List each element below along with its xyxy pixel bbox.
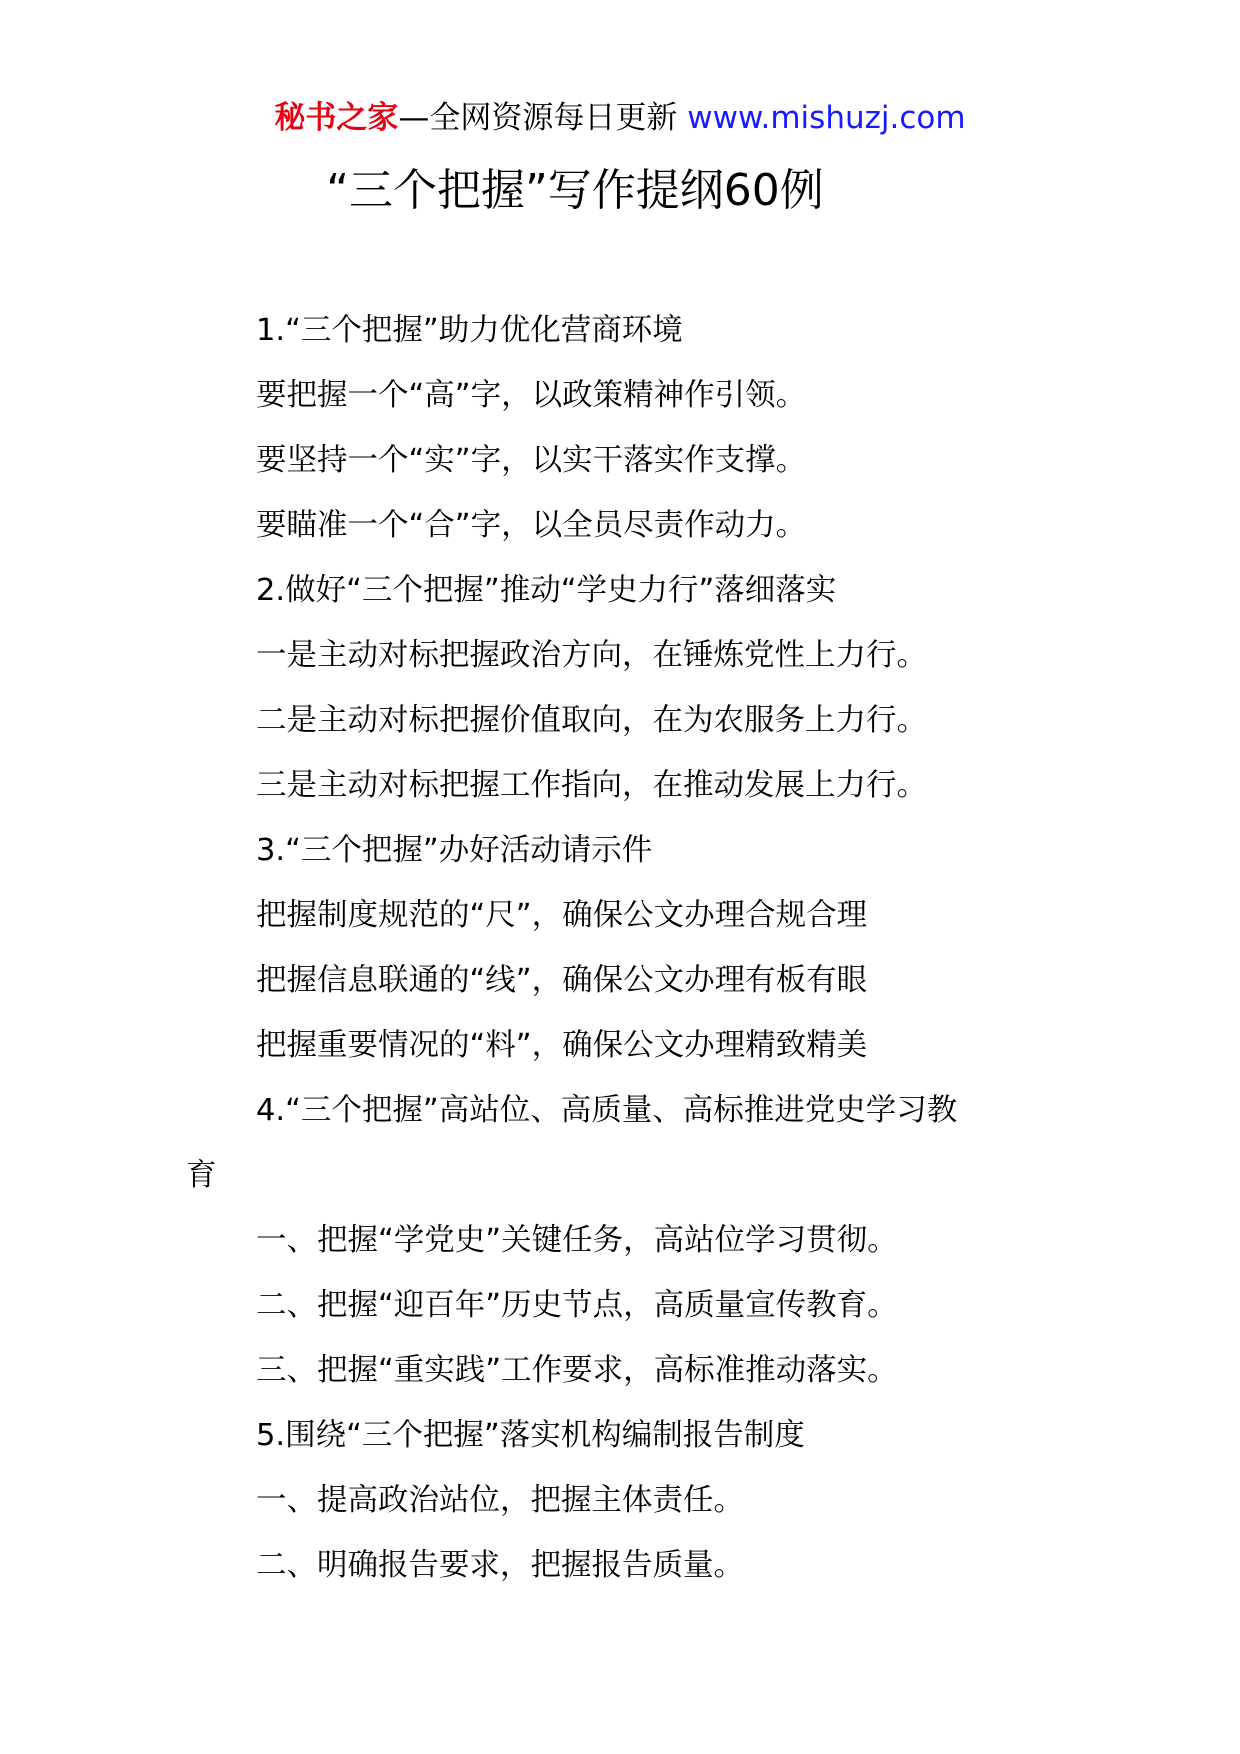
document-line: 一、提高政治站位，把握主体责任。 — [256, 1483, 744, 1518]
document-line: 要把握一个“高”字，以政策精神作引领。 — [256, 378, 807, 413]
document-line: 1.“三个把握”助力优化营商环境 — [256, 313, 683, 348]
document-line: 要瞄准一个“合”字，以全员尽责作动力。 — [256, 508, 807, 543]
document-line: 3.“三个把握”办好活动请示件 — [256, 833, 653, 868]
site-brand: 秘书之家 — [274, 100, 399, 136]
document-line: 把握重要情况的“料”，确保公文办理精致精美 — [256, 1028, 868, 1063]
document-line: 一是主动对标把握政治方向，在锤炼党性上力行。 — [256, 638, 927, 673]
document-body — [186, 298, 1066, 1598]
document-line: 二是主动对标把握价值取向，在为农服务上力行。 — [256, 703, 927, 738]
document-line: 5.围绕“三个把握”落实机构编制报告制度 — [256, 1418, 805, 1453]
document-line: 2.做好“三个把握”推动“学史力行”落细落实 — [256, 573, 837, 608]
document-title: “三个把握”写作提纲60例 — [326, 165, 824, 216]
document-line: 二、把握“迎百年”历史节点，高质量宣传教育。 — [256, 1288, 898, 1323]
document-line: 育 — [186, 1158, 217, 1193]
document-line: 一、把握“学党史”关键任务，高站位学习贯彻。 — [256, 1223, 898, 1258]
document-line: 二、明确报告要求，把握报告质量。 — [256, 1548, 744, 1583]
site-tagline: —全网资源每日更新 — [398, 100, 688, 136]
site-url-link[interactable]: www.mishuzj.com — [687, 100, 966, 136]
document-line: 把握制度规范的“尺”，确保公文办理合规合理 — [256, 898, 868, 933]
document-line: 要坚持一个“实”字，以实干落实作支撑。 — [256, 443, 807, 478]
site-header — [0, 98, 1240, 138]
document-line: 4.“三个把握”高站位、高质量、高标推进党史学习教 — [256, 1093, 958, 1128]
document-line: 三是主动对标把握工作指向，在推动发展上力行。 — [256, 768, 927, 803]
document-line: 三、把握“重实践”工作要求，高标准推动落实。 — [256, 1353, 898, 1388]
document-line: 把握信息联通的“线”，确保公文办理有板有眼 — [256, 963, 868, 998]
